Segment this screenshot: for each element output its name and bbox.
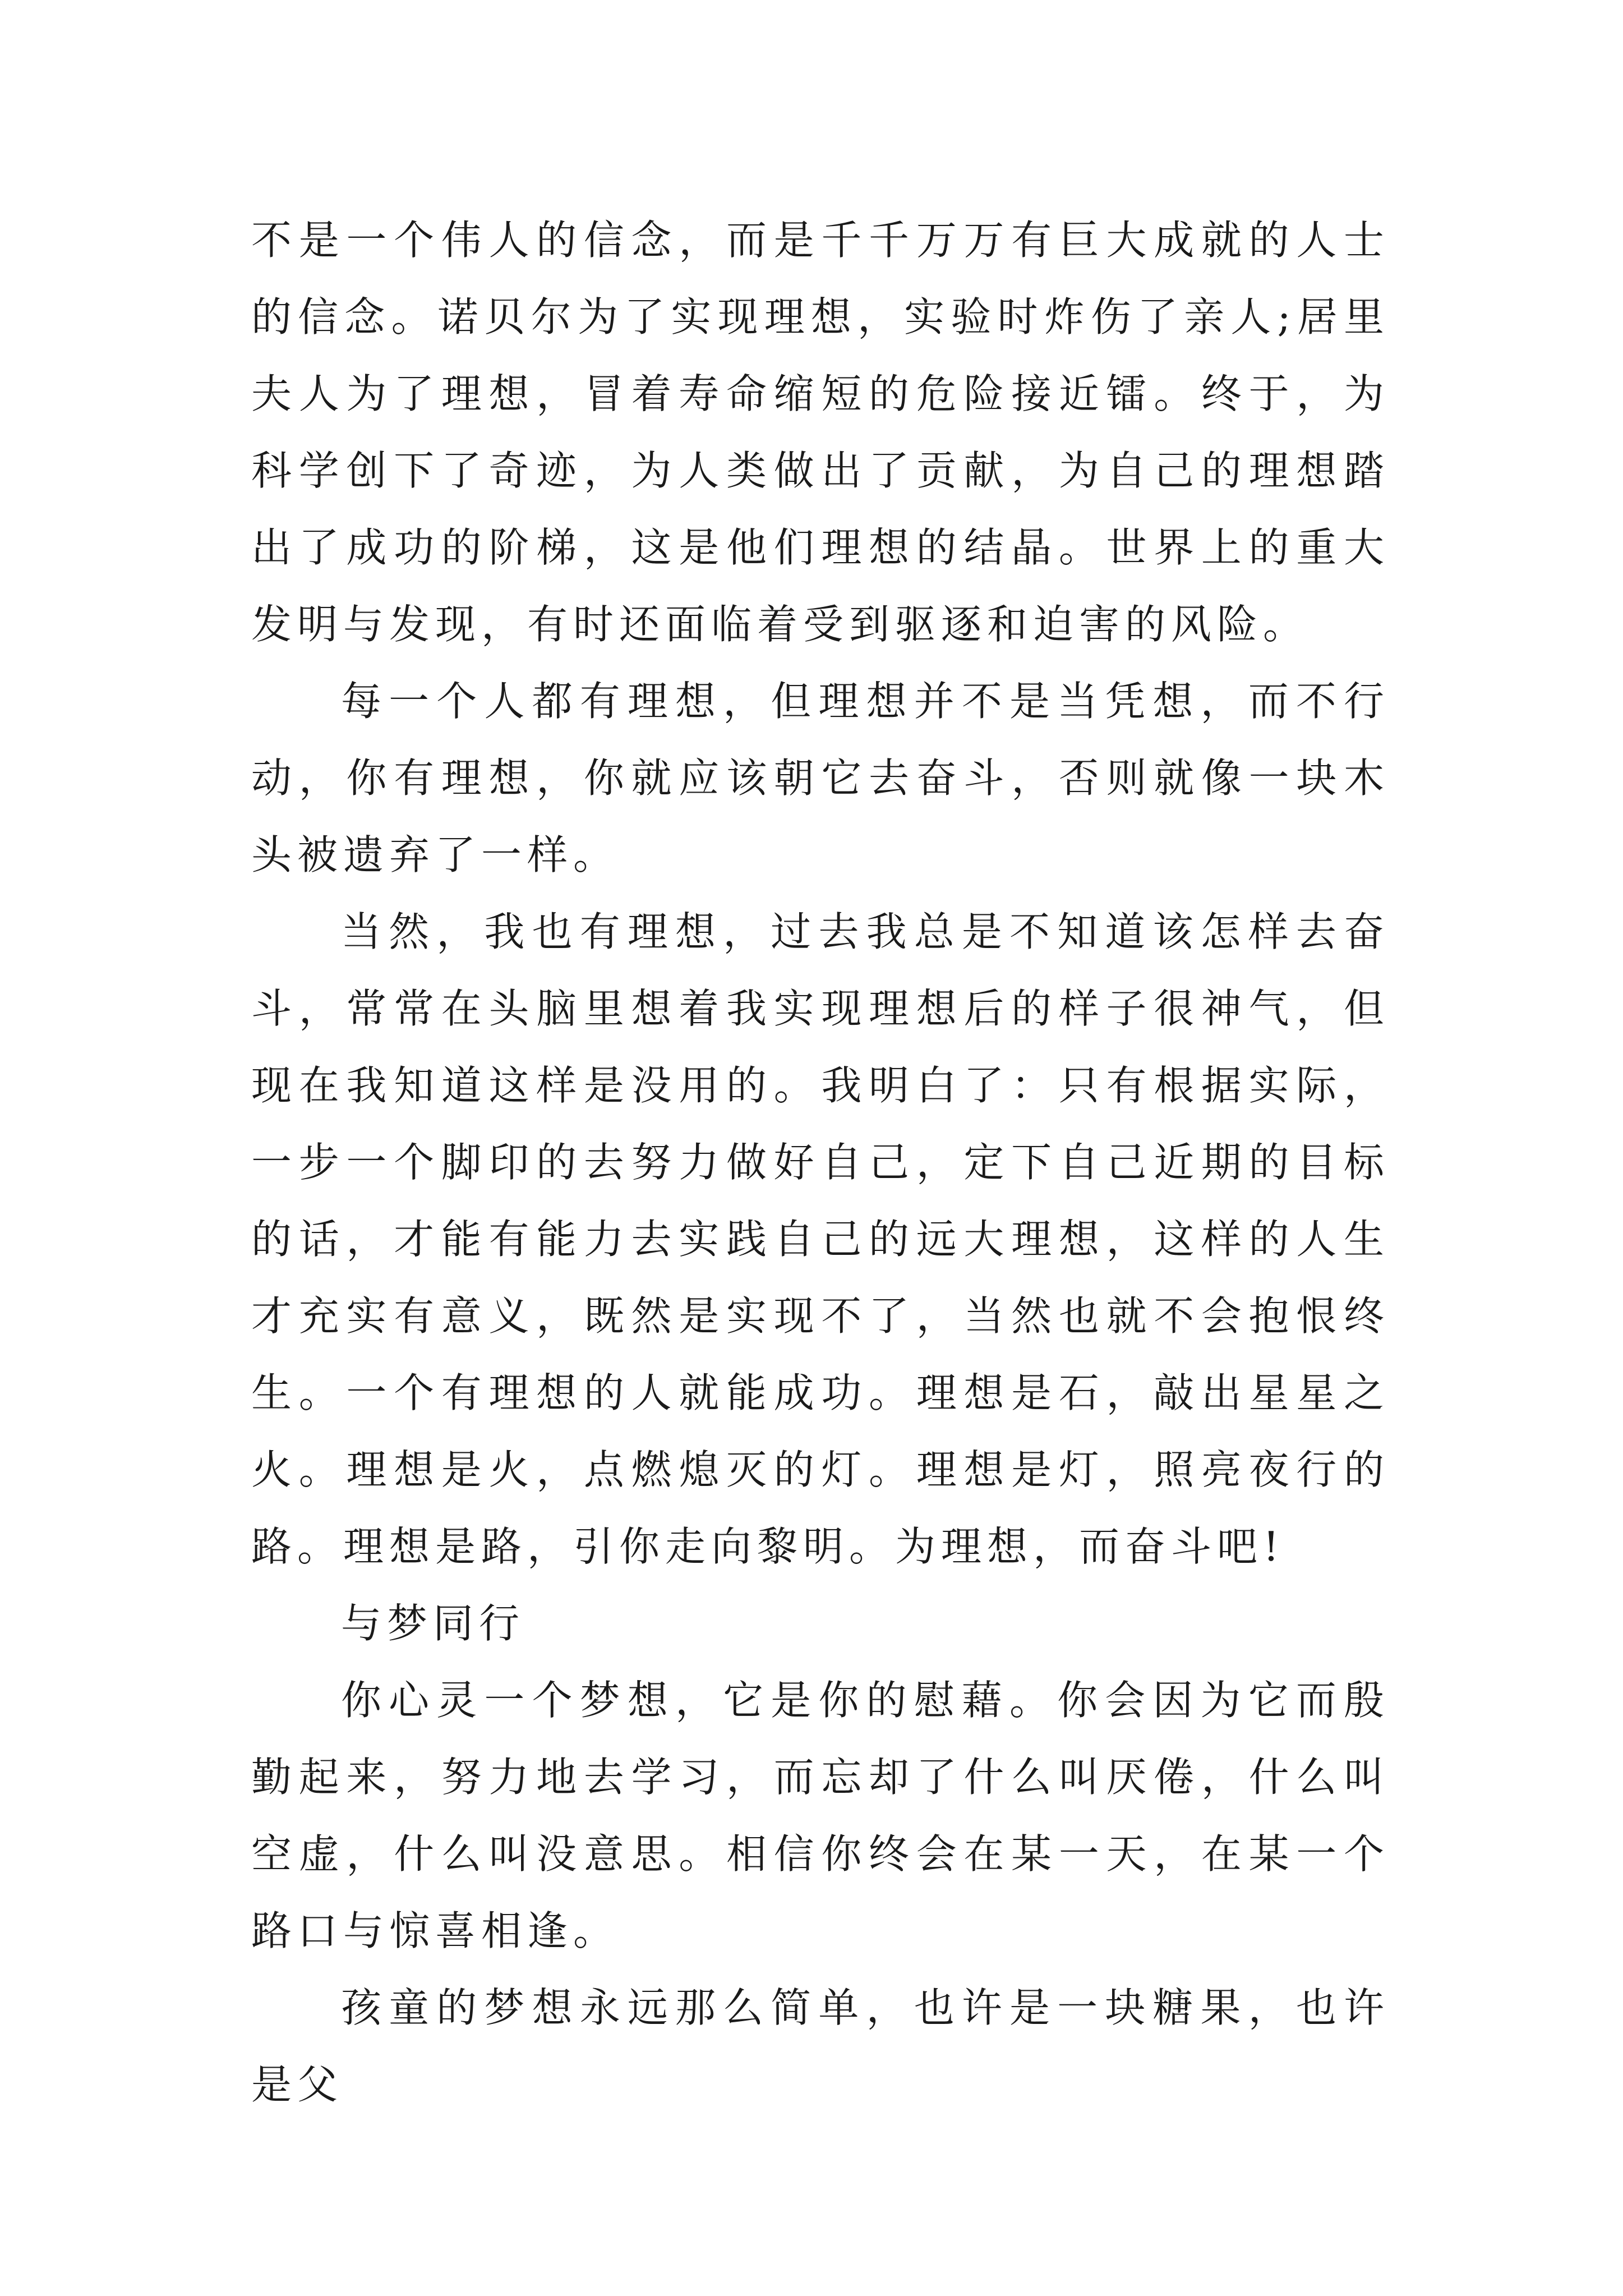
section-heading: 与梦同行	[341, 1600, 525, 1647]
paragraph-3: 当然，我也有理想，过去我总是不知道该怎样去奋斗，常常在头脑里想着我实现理想后的样子很神气，但现在我知道这样是没用的。我明白了：只有根据实际，一步一个脚印的去努力做好自己，定下自己近期的目标的话，才能有能力去实践自己的远大理想，这样的人生才充实有意义，既然是实现不了，当然也就不会抱恨终生。一个有理想的人就能成功。理想是石，敲出星星之火。理想是火，点燃熄灭的灯。理想是灯，照亮夜行的路。理想是路，引你走向黎明。为理想，而奋斗吧!	[251, 908, 1390, 1570]
paragraph-4: 你心灵一个梦想，它是你的慰藉。你会因为它而殷勤起来，努力地去学习，而忘却了什么叫厌倦，什么叫空虚，什么叫没意思。相信你终会在某一天，在某一个路口与惊喜相逢。	[251, 1677, 1390, 1954]
paragraph-2: 每一个人都有理想，但理想并不是当凭想，而不行动，你有理想，你就应该朝它去奋斗，否则就像一块木头被遗弃了一样。	[251, 678, 1390, 878]
document-body	[251, 202, 1390, 2123]
paragraph-5: 孩童的梦想永远那么简单，也许是一块糖果，也许是父	[251, 1984, 1390, 2108]
paragraph-1: 不是一个伟人的信念，而是千千万万有巨大成就的人士的信念。诺贝尔为了实现理想，实验时炸伤了亲人;居里夫人为了理想，冒着寿命缩短的危险接近镭。终于，为科学创下了奇迹，为人类做出了贡献，为自己的理想踏出了成功的阶梯，这是他们理想的结晶。世界上的重大发明与发现，有时还面临着受到驱逐和迫害的风险。	[251, 217, 1390, 648]
